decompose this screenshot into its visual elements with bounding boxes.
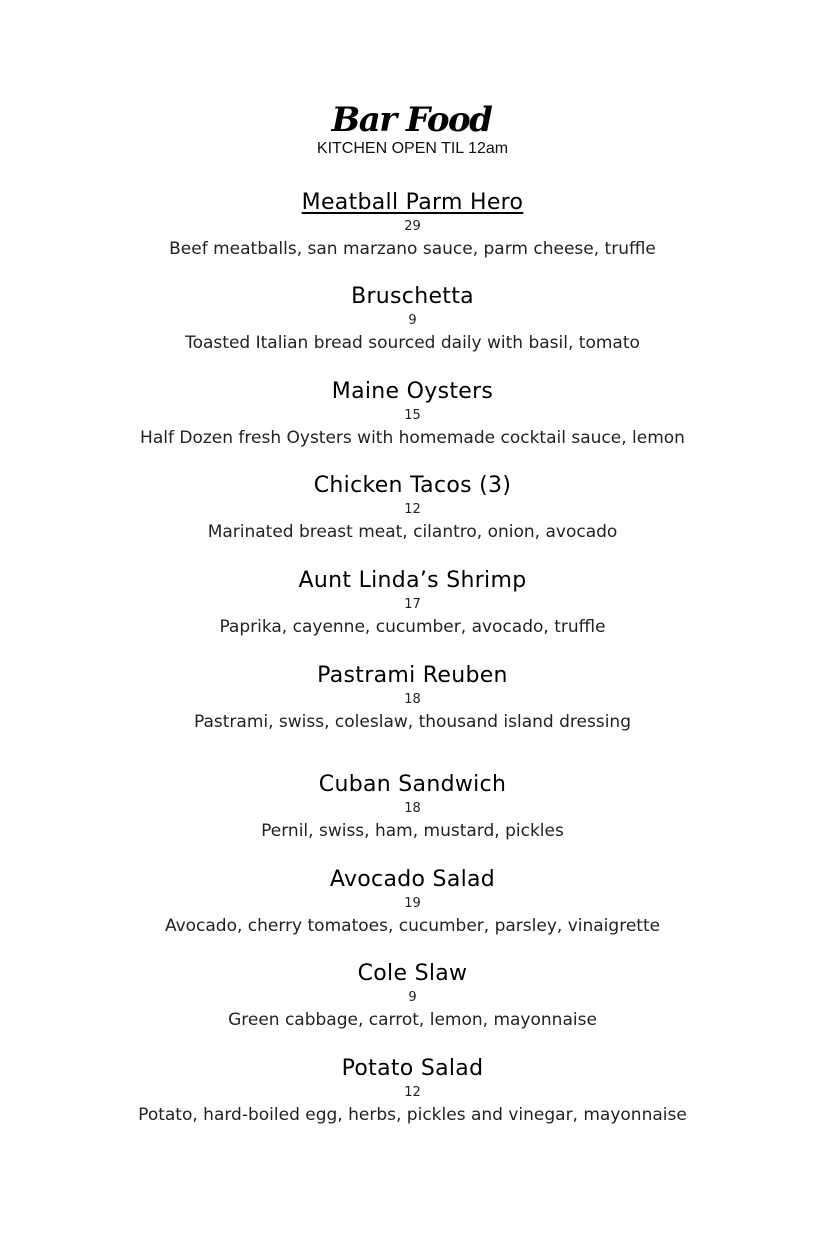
item-name: Meatball Parm Hero xyxy=(301,190,524,215)
item-name: Cole Slaw xyxy=(357,961,468,986)
menu-item-aunt-lindas-shrimp xyxy=(0,567,825,639)
item-price: 12 xyxy=(404,1085,421,1100)
item-description: Beef meatballs, san marzano sauce, parm cheese, truffle xyxy=(169,239,656,259)
item-name: Maine Oysters xyxy=(331,379,494,404)
item-price: 12 xyxy=(404,502,421,517)
item-name: Pastrami Reuben xyxy=(317,663,508,688)
menu-item-cole-slaw xyxy=(0,960,825,1032)
menu-item-potato-salad xyxy=(0,1055,825,1127)
item-description: Pernil, swiss, ham, mustard, pickles xyxy=(261,821,564,841)
menu-header xyxy=(0,100,825,158)
item-price: 17 xyxy=(404,597,421,612)
item-price: 19 xyxy=(404,896,421,911)
item-price: 9 xyxy=(408,313,417,328)
item-name: Aunt Linda’s Shrimp xyxy=(298,568,527,593)
item-name: Avocado Salad xyxy=(329,867,496,892)
item-description: Green cabbage, carrot, lemon, mayonnaise xyxy=(228,1010,597,1030)
item-price: 9 xyxy=(408,990,417,1005)
menu-item-maine-oysters xyxy=(0,378,825,450)
menu-item-cuban-sandwich xyxy=(0,771,825,843)
kitchen-hours: KITCHEN OPEN TIL 12am xyxy=(316,140,509,157)
item-name: Chicken Tacos (3) xyxy=(313,473,512,498)
item-description: Marinated breast meat, cilantro, onion, avocado xyxy=(207,522,618,542)
item-description: Pastrami, swiss, coleslaw, thousand island dressing xyxy=(194,712,631,732)
item-description: Avocado, cherry tomatoes, cucumber, parsley, vinaigrette xyxy=(164,916,661,936)
item-price: 18 xyxy=(404,801,421,816)
menu-item-avocado-salad xyxy=(0,866,825,938)
item-name: Cuban Sandwich xyxy=(318,772,507,797)
item-description: Potato, hard-boiled egg, herbs, pickles and vinegar, mayonnaise xyxy=(138,1105,687,1125)
item-price: 29 xyxy=(404,219,421,234)
item-description: Half Dozen fresh Oysters with homemade cocktail sauce, lemon xyxy=(140,428,685,448)
item-description: Paprika, cayenne, cucumber, avocado, truffle xyxy=(219,617,606,637)
menu-item-meatball-parm-hero xyxy=(0,189,825,261)
item-price: 18 xyxy=(404,692,421,707)
menu-item-bruschetta xyxy=(0,283,825,355)
item-name: Bruschetta xyxy=(351,284,474,309)
menu-item-chicken-tacos xyxy=(0,472,825,544)
menu-item-pastrami-reuben xyxy=(0,662,825,734)
item-price: 15 xyxy=(404,408,421,423)
menu-title: Bar Food xyxy=(331,100,492,140)
item-name: Potato Salad xyxy=(341,1056,484,1081)
item-description: Toasted Italian bread sourced daily with basil, tomato xyxy=(185,333,640,353)
